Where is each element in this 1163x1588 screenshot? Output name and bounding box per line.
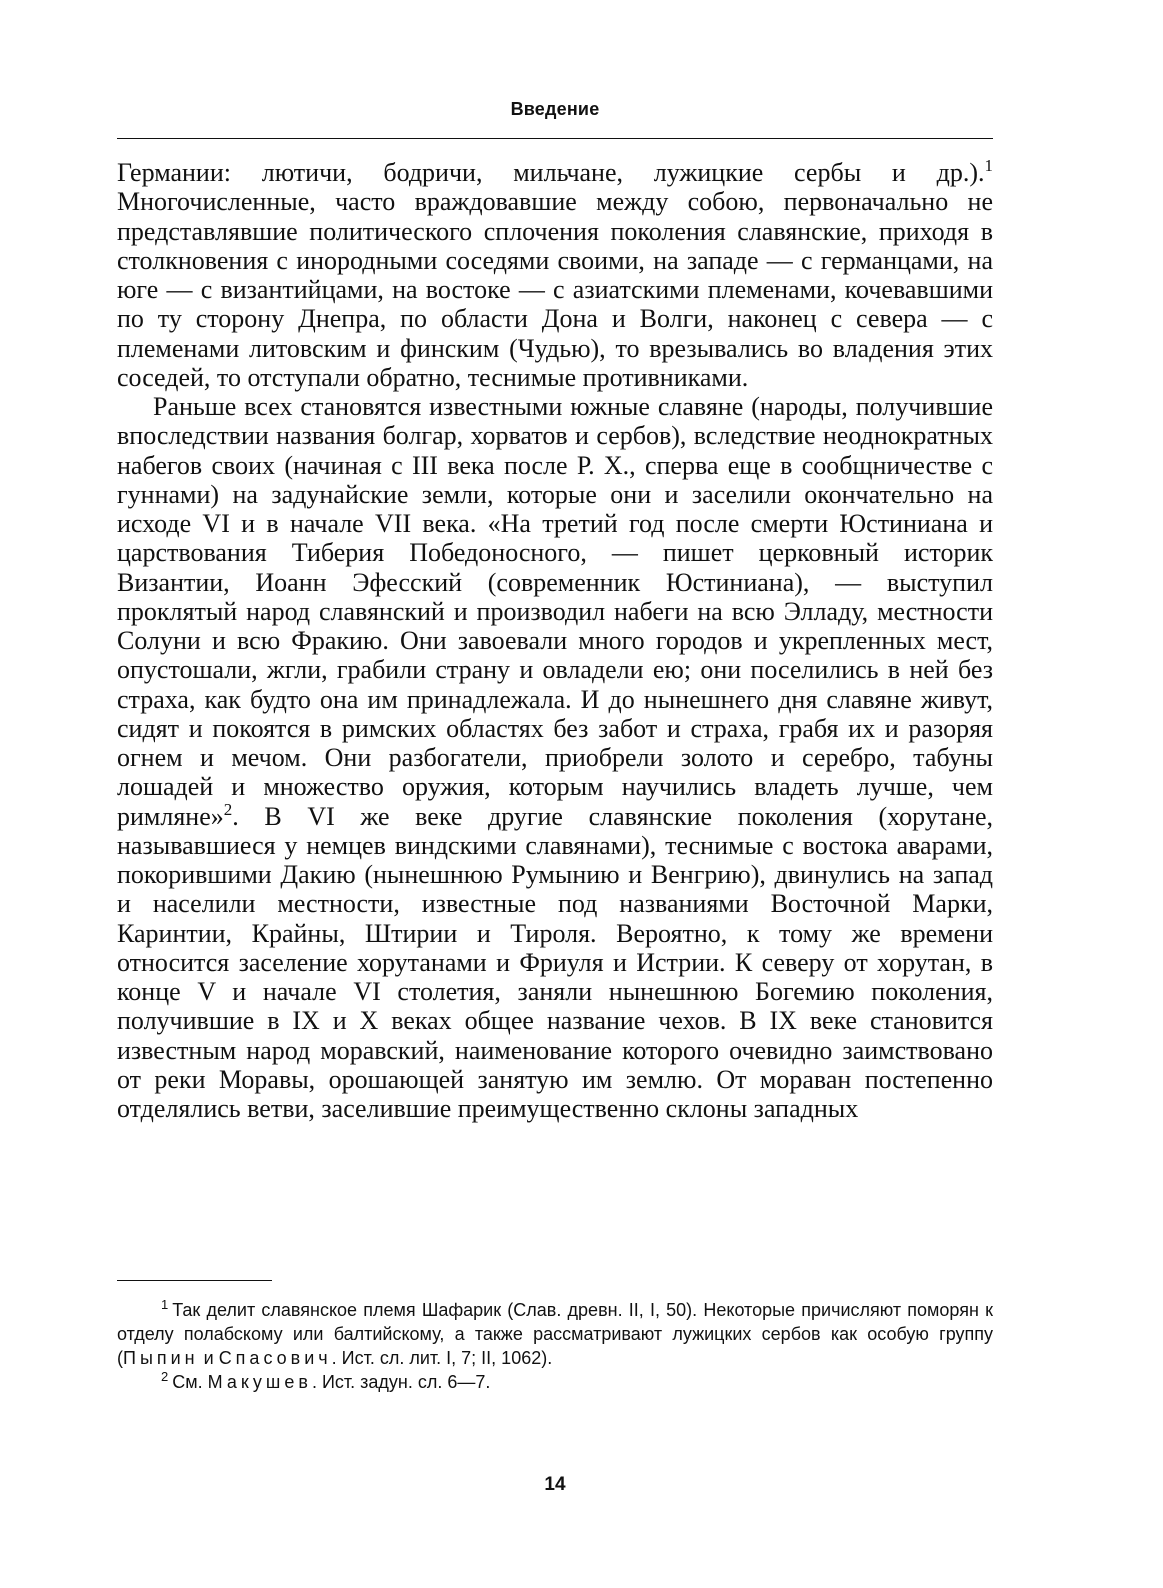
footnote-ref-1: 1 <box>984 155 993 175</box>
footnote-2 <box>117 1370 993 1394</box>
footnote-ref-2: 2 <box>223 799 233 819</box>
footnote-2-text-end: . Ист. задун. сл. 6—7. <box>311 1372 491 1392</box>
footnote-2-marker: 2 <box>161 1368 169 1384</box>
paragraph-1-text: Германии: лютичи, бодричи, мильчане, лужицкие сербы и др.). <box>117 158 985 187</box>
footnote-rule <box>117 1280 272 1281</box>
footnote-1 <box>117 1298 993 1370</box>
paragraph-1-text-continued: Многочисленные, часто враждовавшие между собою, первоначально не представлявшие политического сплочения поколения славянские, приходя в столкновения с инородными соседями своими, на западе — с германцами, на юге — с византийцами, на востоке — с азиатскими племенами, кочевавшими по ту сторону Днепра, по области Дона и Волги, наконец с севера — с племенами литовским и финским (Чудью), то врезывались во владения этих соседей, то отступали обратно, теснимые противниками. <box>117 187 993 392</box>
paragraph-2 <box>117 392 993 1123</box>
footnote-2-author: Макушев <box>207 1372 312 1392</box>
footnote-1-conjunction: и <box>198 1348 219 1368</box>
main-text <box>117 155 993 1123</box>
footnote-1-text: Так делит славянское племя Шафарик (Слав. древн. II, I, 50). Некоторые причисляют поморян к отделу полабскому или балтийскому, а также рассматривают лужицких сербов как особую группу ( <box>117 1300 993 1368</box>
paragraph-1 <box>117 155 993 392</box>
running-title: Введение <box>510 99 600 119</box>
footnotes <box>117 1298 993 1394</box>
paragraph-2-text: Раньше всех становятся известными южные славяне (народы, получившие впоследствии названия болгар, хорватов и сербов), вследствие неоднократных набегов своих (начиная с III века после Р. Х., сперва еще в сообщничестве с гуннами) на задунайские земли, которые они и заселили окончательно на исходе VI и в начале VII века. «На третий год после смерти Юстиниана и царствования Тиберия Победоносного, — пишет церковный историк Византии, Иоанн Эфесский (современник Юстиниана), — выступил проклятый народ славянский и производил набеги на всю Элладу, местности Солуни и всю Фракию. Они завоевали много городов и укрепленных мест, опустошали, жгли, грабили страну и овладели ею; они поселились в ней без страха, как будто она им принадлежала. И до нынешнего дня славяне живут, сидят и покоятся в римских областях без забот и страха, грабя их и разоряя огнем и мечом. Они разбогатели, приобрели золото и серебро, табуны лошадей и множество оружия, которым научились владеть лучше, чем римляне» <box>117 392 993 831</box>
page-number: 14 <box>544 1474 566 1495</box>
header-rule <box>117 138 993 139</box>
footnote-1-marker: 1 <box>161 1296 169 1312</box>
paragraph-2-text-continued: . В VI же веке другие славянские поколения (хорутане, называвшиеся у немцев виндскими славянами), теснимые с востока аварами, покорившими Дакию (нынешнюю Румынию и Венгрию), двинулись на запад и населили местности, известные под названиями Восточной Марки, Каринтии, Крайны, Штирии и Тироля. Вероятно, к тому же времени относится заселение хорутанами и Фриуля и Истрии. К северу от хорутан, в конце V и начале VI столетия, заняли нынешнюю Богемию поколения, получившие в IX и X веках общее название чехов. В IX веке становится известным народ моравский, наименование которого очевидно заимствовано от реки Моравы, орошающей занятую им землю. От мораван постепенно отделялись ветви, заселившие преимущественно склоны западных <box>117 801 993 1123</box>
footnote-1-text-end: . Ист. сл. лит. I, 7; II, 1062). <box>331 1348 553 1368</box>
footnote-1-author-spasovich: Спасович <box>218 1348 332 1368</box>
footnote-2-text: См. <box>172 1372 208 1392</box>
footnote-1-author-pypin: Пыпин <box>123 1348 199 1368</box>
